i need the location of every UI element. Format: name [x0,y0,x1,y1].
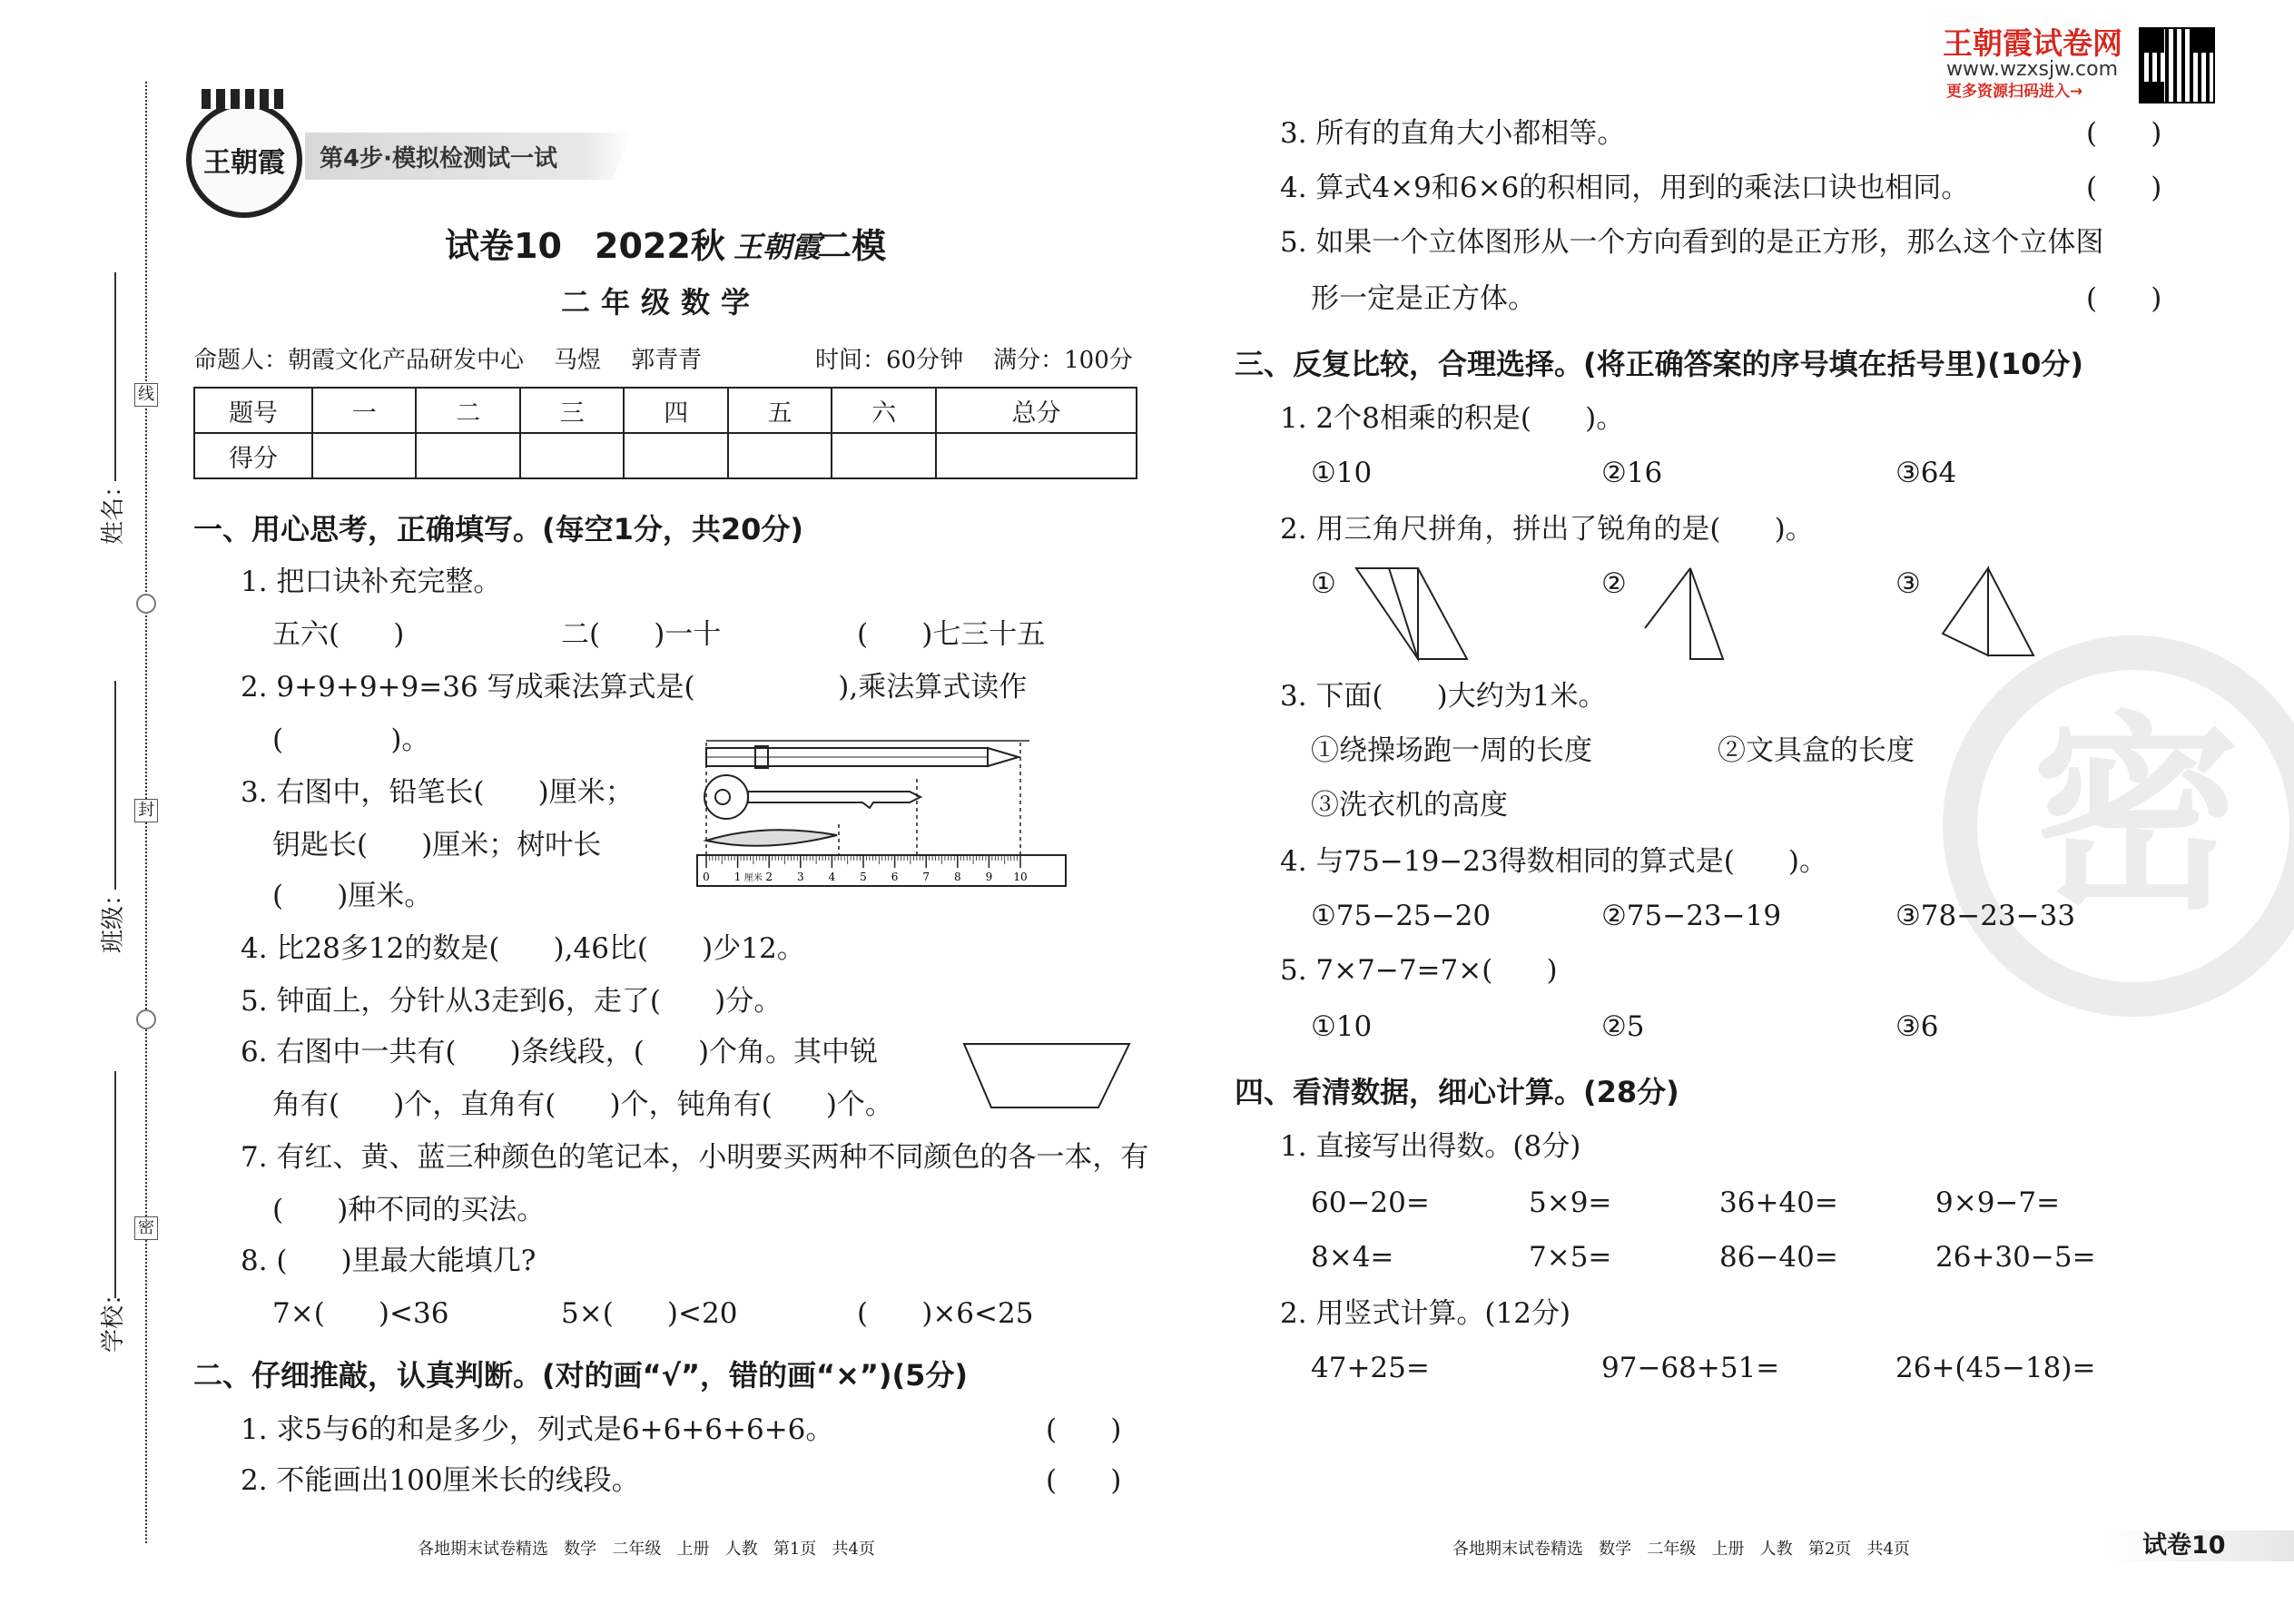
ruler-tick-label: 7 [922,871,930,883]
s3-q3: 3. 下面( )大约为1米。 [1280,680,1607,713]
score-table-cell: 题号 [194,388,312,433]
triangle-figure-1 [1353,565,1471,663]
s3-q2-opt1: ① [1311,567,1336,600]
s1-q7-b: ( )种不同的买法。 [272,1194,546,1226]
leaf [706,830,837,846]
score-table-cell: 六 [832,388,935,433]
brand-tagline: 更多资源扫码进入→ [1946,83,2083,101]
s2-q3: 3. 所有的直角大小都相等。 [1280,117,1626,150]
key-shaft [748,792,921,808]
exam-authors: 命题人：朝霞文化产品研发中心 马煜 郭青青 [193,347,703,374]
triangle-shape [1389,568,1467,659]
s3-q5-opt3: ③6 [1895,1010,1939,1043]
s1-q2: 2. 9+9+9+9=36 写成乘法算式是( ),乘法算式读作 [241,671,1028,704]
s3-q3-opt3: ③洗衣机的高度 [1311,789,1508,822]
ruler-tick-label: 6 [891,871,899,883]
triangle-shape [1943,568,1988,655]
s3-q5-opt2: ②5 [1601,1010,1645,1043]
s2-q3-answer[interactable]: ( ) [2086,117,2162,150]
binding-hole [136,1009,156,1029]
s4-vertical-calc: 47+25= [1311,1352,1430,1384]
class-underline [114,681,116,890]
s2-q5-answer[interactable]: ( ) [2086,282,2162,315]
s4-calc: 9×9−7= [1935,1186,2061,1219]
s2-q2-answer[interactable]: ( ) [1046,1464,1122,1497]
school-underline [114,1071,116,1298]
score-input-cell[interactable] [416,433,519,478]
ruler-tick-label: 0 [703,871,710,883]
triangle-edge [1645,568,1690,628]
s2-q2: 2. 不能画出100厘米长的线段。 [241,1464,640,1497]
score-table-cell: 总分 [936,388,1137,433]
binding-hole [136,594,156,614]
s1-q8: 8. ( )里最大能填几? [241,1245,537,1277]
s1-q4: 4. 比28多12的数是( ),46比( )少12。 [241,932,805,965]
s4-calc: 8×4= [1311,1241,1394,1274]
s3-q4-opt1: ①75−25−20 [1311,900,1492,932]
s3-q3-opt2: ②文具盒的长度 [1718,734,1915,767]
s3-q4-opt2: ②75−23−19 [1601,900,1782,932]
logo-crown [202,89,289,109]
s4-q1: 1. 直接写出得数。(8分) [1280,1130,1581,1163]
score-table-score-row [194,433,1137,478]
brand-name: 王朝霞试卷网 [1943,25,2122,61]
s3-q2-opt2: ② [1601,567,1627,600]
score-input-cell[interactable] [624,433,727,478]
s3-q1-opt3: ③64 [1895,457,1957,489]
ruler-tick-label: 2 [765,871,773,883]
score-table-cell: 一 [312,388,416,433]
s3-q4: 4. 与75−19−23得数相同的算式是( )。 [1280,845,1828,878]
s1-q1-c: ( )七三十五 [857,618,1046,651]
section-3-heading: 三、反复比较，合理选择。(将正确答案的序号填在括号里)(10分) [1235,347,2084,381]
ruler-tick-label: 5 [860,871,867,883]
s3-q4-opt3: ③78−23−33 [1895,900,2076,932]
s2-q5-b: 形一定是正方体。 [1311,282,1536,315]
score-table-row-label: 得分 [194,433,312,478]
s4-vertical-calc: 97−68+51= [1601,1352,1780,1384]
s4-calc: 7×5= [1529,1241,1612,1274]
s4-calc: 86−40= [1719,1241,1838,1274]
seal-line: 线 [134,383,158,407]
ruler-tick-label: 3 [796,871,804,883]
s2-q4: 4. 算式4×9和6×6的积相同，用到的乘法口诀也相同。 [1280,172,1970,204]
s1-q2-b: ( )。 [272,723,430,756]
footer-right: 各地期末试卷精选 数学 二年级 上册 人教 第2页 共4页 [1452,1540,1910,1559]
seal-mi: 密 [134,1216,158,1240]
s1-q5: 5. 钟面上，分针从3走到6，走了( )分。 [241,985,783,1018]
trapezoid-shape [964,1044,1129,1107]
score-input-cell[interactable] [728,433,832,478]
score-input-cell[interactable] [520,433,624,478]
triangle-shape [1356,568,1418,659]
exam-title-brand: 王朝霞 [733,230,822,264]
triangle-shape [1690,568,1723,659]
ruler-tick-label: 8 [953,871,961,883]
s2-q1: 1. 求5与6的和是多少，列式是6+6+6+6+6。 [241,1413,834,1446]
key-hole [715,790,730,804]
score-table-cell: 二 [416,388,519,433]
s3-q5-opt1: ①10 [1311,1010,1373,1043]
watermark-text: 密 [2032,695,2241,938]
s3-q1-opt2: ②16 [1601,457,1663,489]
s4-q2: 2. 用竖式计算。(12分) [1280,1297,1571,1330]
s1-q3-a: 3. 右图中，铅笔长( )厘米； [241,776,634,809]
s4-calc: 5×9= [1529,1186,1612,1219]
ruler-ticks [703,855,1027,883]
triangle-figure-2 [1639,565,1739,663]
s1-q7-a: 7. 有红、黄、蓝三种颜色的笔记本，小明要买两种不同颜色的各一本，有 [241,1141,1149,1174]
qr-code [2139,27,2215,103]
s2-q5-a: 5. 如果一个立体图形从一个方向看到的是正方形，那么这个立体图 [1280,226,2104,259]
score-input-cell[interactable] [832,433,935,478]
triangle-figure-3 [1937,565,2037,663]
pencil-tip [988,748,1019,766]
s1-q1-a: 五六( ) [272,618,405,651]
seal-feng: 封 [134,799,158,822]
ruler-unit-label: 厘米 [743,873,763,883]
logo-text: 王朝霞 [203,147,285,179]
section-2-heading: 二、仔细推敲，认真判断。(对的画“√”，错的画“×”)(5分) [193,1358,969,1393]
s3-q1: 1. 2个8相乘的积是( )。 [1280,402,1625,435]
step-banner: 第4步·模拟检测试一试 [320,145,557,172]
s4-calc: 60−20= [1311,1186,1430,1219]
ruler-tick-label: 9 [985,871,993,883]
score-table [193,387,1137,479]
s1-q8-a: 7×( )<36 [272,1297,449,1330]
s1-q1: 1. 把口诀补充完整。 [241,566,502,598]
s1-q1-b: 二( )一十 [561,618,722,651]
score-table-cell: 三 [520,388,624,433]
s4-calc: 26+30−5= [1935,1241,2096,1274]
brand-url: www.wzxsjw.com [1946,58,2119,81]
section-4-heading: 四、看清数据，细心计算。(28分) [1235,1075,1679,1109]
s1-q8-c: ( )×6<25 [857,1297,1034,1330]
ruler-tick-label: 10 [1013,871,1028,883]
exam-title-suffix: 二模 [817,226,887,266]
class-label: 班级： [100,881,127,953]
exam-title-prefix: 试卷10 [445,226,562,266]
s3-q2: 2. 用三角尺拼角，拼出了锐角的是( )。 [1280,513,1814,546]
score-table-header-row [194,388,1137,433]
score-input-cell[interactable] [936,433,1137,478]
s3-q2-opt3: ③ [1895,567,1921,600]
exam-title-main: 2022秋 [595,226,725,266]
score-table-cell: 四 [624,388,727,433]
school-label: 学校： [100,1281,127,1353]
name-label: 姓名： [100,473,127,545]
s2-q4-answer[interactable]: ( ) [2086,172,2162,204]
key-head [704,775,748,819]
score-table-cell: 五 [728,388,832,433]
ruler-figure [692,733,1073,890]
s4-calc: 36+40= [1719,1186,1838,1219]
logo-badge [186,102,302,218]
s3-q5: 5. 7×7−7=7×( ) [1280,954,1558,987]
s3-q3-opt1: ①绕操场跑一周的长度 [1311,734,1592,767]
trapezoid-figure [962,1038,1131,1111]
name-underline [114,272,116,481]
s3-q1-opt1: ①10 [1311,457,1373,489]
footer-left: 各地期末试卷精选 数学 二年级 上册 人教 第1页 共4页 [418,1540,875,1559]
s1-q3-b: 钥匙长( )厘米；树叶长 [272,829,602,861]
s1-q6-b: 角有( )个，直角有( )个，钝角有( )个。 [272,1088,893,1121]
footer-badge: 试卷10 [2142,1531,2226,1560]
s1-q3-c: ( )厘米。 [272,880,433,912]
ruler-tick-label: 4 [828,871,836,883]
s4-vertical-calc: 26+(45−18)= [1895,1352,2096,1384]
s2-q1-answer[interactable]: ( ) [1046,1413,1122,1446]
section-1-heading: 一、用心思考，正确填写。(每空1分，共20分) [193,512,804,546]
exam-time-score: 时间：60分钟 满分：100分 [815,347,1133,374]
triangle-shape [1988,568,2033,655]
exam-subtitle: 二年级数学 [561,285,762,320]
score-input-cell[interactable] [312,433,416,478]
ruler-tick-label: 1 [733,871,742,883]
s1-q8-b: 5×( )<20 [561,1297,738,1330]
s1-q6-a: 6. 右图中一共有( )条线段，( )个角。其中锐 [241,1036,879,1068]
